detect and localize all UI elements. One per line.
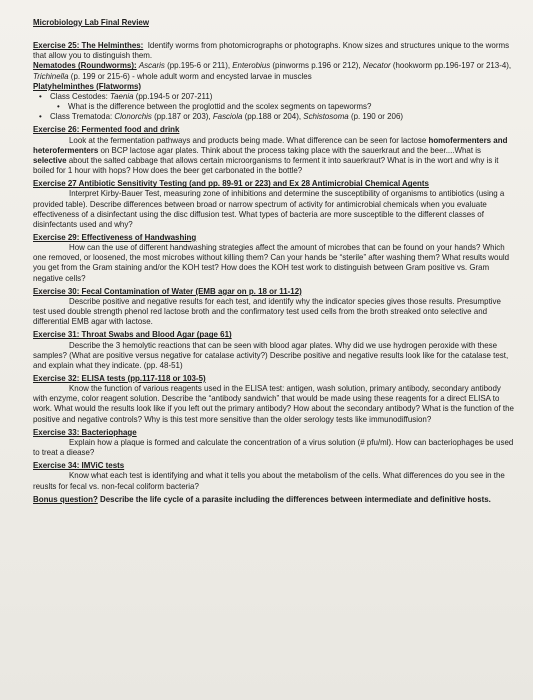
platy-line xyxy=(33,82,515,92)
ex27-heading: Exercise 27 Antibiotic Sensitivity Testing (and pp. 89-91 or 223) and Ex 28 Antimicrobial Chemical Agents xyxy=(33,179,429,189)
ascaris: Ascaris xyxy=(138,61,165,71)
ex31-body: Describe the 3 hemolytic reactions that can be seen with blood agar plates. Why did we use hydrogen peroxide with these samples? (What are positive versus negative for catalase activity?) Describe positive and negative results look like for the catalase test, and explain what they indicate. (pp. 48-51) xyxy=(33,340,509,370)
ex26-text-2: on BCP lactose agar plates. Think about the process taking place with the sauerkraut and the beer....What is xyxy=(98,145,481,155)
section-ex25 xyxy=(33,41,515,122)
platy-list xyxy=(33,92,515,102)
section-ex30 xyxy=(33,287,515,328)
trematoda-list xyxy=(33,112,515,122)
ex27-body: Interpret Kirby-Bauer Test, measuring zone of inhibitions and determine the susceptibility of organisms to antibiotics (using a provided table). Describe differences between broad or narrow spectrum of activity for antimicrobial chemicals when you evaluate effectiveness of a disinfectant using the disc diffusion test. What types of bacteria are more susceptible to the different classes of disinfectants used and why? xyxy=(33,189,505,229)
trem-pages-3: (p. 190 or 206) xyxy=(348,112,404,122)
section-ex33 xyxy=(33,428,515,458)
ex31-heading: Exercise 31: Throat Swabs and Blood Agar (page 61) xyxy=(33,330,232,340)
ex33-heading: Exercise 33: Bacteriophage xyxy=(33,427,137,437)
trichinella: Trichinella xyxy=(33,71,69,81)
ex26-body xyxy=(33,136,515,177)
cestodes-label: Class Cestodes: xyxy=(50,91,110,101)
ex26-bold-2: selective xyxy=(33,155,67,165)
trem-label: Class Trematoda: xyxy=(50,112,115,122)
ex26-heading: Exercise 26: Fermented food and drink xyxy=(33,125,180,135)
cestodes-question: • What is the difference between the proglottid and the scolex segments on tapeworms? xyxy=(56,102,515,112)
taenia: Taenia xyxy=(110,91,134,101)
nem-text-3: (hookworm pp.196-197 or 213-4), xyxy=(390,61,512,71)
ex26-bold-1: homofermenters and heterofermenters xyxy=(33,135,508,155)
bonus-body xyxy=(33,495,515,505)
ex25-nematodes xyxy=(33,61,515,81)
ex33-body: Explain how a plaque is formed and calculate the concentration of a virus solution (# pfu/ml). How can bacteriophages be used to treat a diease? xyxy=(33,437,514,458)
ex34-body: Know what each test is identifying and what it tells you about the metabolism of the cells. What differences do you see in the reuslts for fecal vs. non-fecal coliform bacteria? xyxy=(33,471,505,491)
bonus-heading: Bonus question? xyxy=(33,494,98,504)
enterobius: Enterobius xyxy=(232,61,271,71)
trematoda-item xyxy=(38,112,515,122)
trem-pages-1: (pp.187 or 203), xyxy=(151,112,213,122)
section-ex29 xyxy=(33,233,515,284)
necator: Necator xyxy=(362,61,391,71)
platy-heading: Platyhelminthes (Flatworms) xyxy=(33,81,142,91)
ex29-body: How can the use of different handwashing strategies affect the amount of microbes that can be found on your hands? Which one removed, or loosened, the most microbes without killing them? Can your hands be “sterile” after washing them? What results would you get from the Gram staining and/or the KOH test? How does the KOH test work to distinguish between Gram positive vs. Gram negative cells? xyxy=(33,243,510,283)
ex25-heading: Exercise 25: The Helminthes: xyxy=(33,41,144,51)
bonus-text: Describe the life cycle of a parasite including the differences between intermediate and definitive hosts. xyxy=(97,494,491,504)
cestodes-sublist xyxy=(33,102,515,112)
section-ex32 xyxy=(33,374,515,425)
cestodes-pages: (pp.194-5 or 207-211) xyxy=(133,91,213,101)
clonorchis: Clonorchis xyxy=(114,112,152,122)
nem-text-2: (pinworms p.196 or 212), xyxy=(270,61,363,71)
ex26-text-3: about the salted cabbage that allows certain microorganisms to ferment it into sauerkraut? What is in the wort and why is it boiled for 1 hour with hops? How does the beer get carbonated in the bottle? xyxy=(33,155,499,176)
ex32-body: Know the function of various reagents used in the ELISA test: antigen, wash solution, primary antibody, secondary antibody with enzyme, color reagent solution. Describe the “antibody sandwich” that would be made using these reagents for a direct ELISA to work. What would the results look like if you left out the primary antibody? How about the secondary antibody? What is the function of the positive and negative controls? Why is this test more sensitive than the older serology tests like immunodiffusion? xyxy=(33,384,514,424)
document-title: Microbiology Lab Final Review xyxy=(33,18,149,27)
section-ex26 xyxy=(33,125,515,176)
nem-text-1: (pp.195-6 or 211), xyxy=(164,61,233,71)
ex32-heading: Exercise 32: ELISA tests (pp.117-118 or 103-5) xyxy=(33,374,206,383)
ex25-intro-text: Identify worms from photomicrographs or photographs. Know sizes and structures unique to the worms that allow you to distinguish them. xyxy=(33,41,510,61)
fasciola: Fasciola xyxy=(212,112,243,122)
section-ex34 xyxy=(33,461,515,491)
section-ex31 xyxy=(33,330,515,371)
ex30-body: Describe positive and negative results for each test, and identify why the indicator species gives those results. Presumptive test used double strength phenol red lactose broth and the confirmatory test used cells from the broth streaked onto selective and differential EMB agar with lactose. xyxy=(33,296,501,327)
ex30-heading: Exercise 30: Fecal Contamination of Water (EMB agar on p. 18 or 11-12) xyxy=(33,286,302,296)
ex25-intro xyxy=(33,41,515,61)
ex29-heading: Exercise 29: Effectiveness of Handwashing xyxy=(33,232,197,242)
ex34-heading: Exercise 34: IMViC tests xyxy=(33,461,125,471)
ex26-text-1: Look at the fermentation pathways and products being made. What difference can be seen for lactose xyxy=(69,135,429,145)
nem-text-4: (p. 199 or 215-6) - whole adult worm and encysted larvae in muscles xyxy=(68,71,312,81)
section-ex27 xyxy=(33,179,515,230)
section-bonus xyxy=(33,495,515,505)
cestodes-item xyxy=(38,92,515,102)
schistosoma: Schistosoma xyxy=(303,112,349,122)
nematodes-heading: Nematodes (Roundworms): xyxy=(33,61,137,71)
trem-pages-2: (pp.188 or 204), xyxy=(242,112,304,122)
